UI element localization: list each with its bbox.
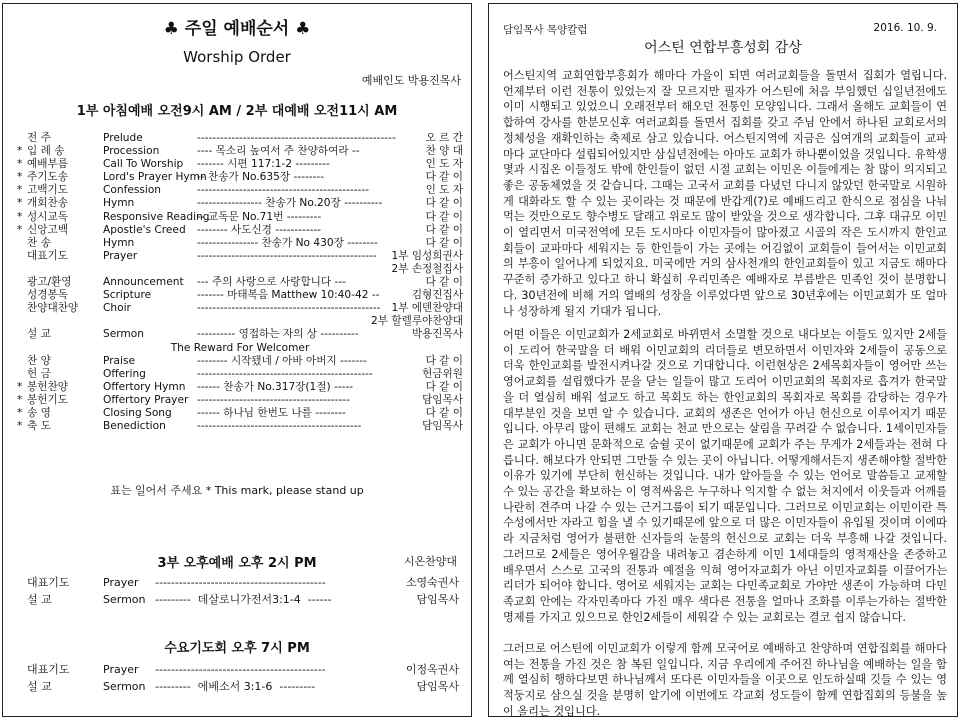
- item-leader: 소영숙권사: [403, 575, 459, 591]
- item-english: Sermon: [103, 328, 144, 341]
- worship-order-row: [17, 250, 463, 263]
- item-detail: -- 교독문 No.71번 ---------: [197, 210, 322, 223]
- item-korean: 설 교: [27, 593, 52, 606]
- item-english: Closing Song: [103, 406, 172, 419]
- item-korean: 고백기도: [27, 184, 68, 197]
- afternoon-choir: 시온찬양대: [403, 555, 457, 568]
- item-detail: ---- 목소리 높여서 주 찬양하여라 --: [197, 145, 360, 158]
- item-korean: 설 교: [27, 328, 51, 341]
- item-detail: ------ 찬송가 No.317장(1절) -----: [197, 380, 354, 393]
- stand-up-note: 표는 일어서 주세요 * This mark, please stand up: [110, 484, 364, 497]
- worship-order-row: [17, 328, 463, 341]
- worship-order-row: [17, 315, 463, 328]
- item-korean: 대표기도: [27, 663, 70, 676]
- item-leader: 담임목사: [419, 394, 463, 407]
- column-paragraph: 어떤 이들은 이민교회가 2세교회로 바뀌면서 소멸할 것으로 내다보는 이들도 있지만 2세들이 도리어 한국말을 더 배워 이민교회의 리더들로 변모하면서 이민자와 2세들이 공동으로 더욱 한인교회를 발전시켜나갈 것으로 기대합니다. 이런현상은 2세목회자들이 영어만 쓰는 영어교회를 설립했다가 문을 닫는 일들이 많고 도리어 이민교회의 목회자로 흡겨가 한국말을 더 열심히 배워 설교도 하고 목회도 하는 한인교회의 목회자로 목회를 감당하는 경우가 대부분인 것을 보면 알 수 있습니다. 교회의 생존은 언어가 아닌 헌신으로 이루어지기 때문입니다. 아무리 많이 편해도 교회는 천교 만으로는 살림을 꾸려갈 수 없습니다. 1세이민자들은 교회가 아니면 문화적으로 숨쉴 곳이 없기때문에 교회가 주는 무게가 2세들과는 전혀 다릅니다. 해보다가 안되면 그만둘 수 있는 곳이 아닙니다. 어떻게해서든지 생존해야할 절박한 이유가 있기에 부단히 헌신하는 것입니다. 내가 알아들을 수 있는 언어로 말씀듣고 교제할 수 있는 공간을 확보하는 이 영적싸움은 누구하나 익지할 수 없는 처지에서 이웃들과 어깨를 나란히 견주며 나갈 수 있는 근거그룹이 되기 때문입니다. 그러므로 이민교회는 이민이란 특수성에서만 자라고 힘을 낼 수 있기때문에 앞으로 더 많은 이민자들이 유입될 것이며 이에따라 지금처럼 영어가 불편한 신자들의 눈물의 헌신으로 교회는 더욱 부흥해 나갈 것입니다. 그러므로 2세들은 영어우월감을 내려놓고 겸손하게 이민 1세대들의 영적재산을 존중하고 배우면서 스스로 고국의 전통과 예절을 익혀 영어자교회가 아닌 이민자교회를 이끌어가는 리더가 되어야 합니다. 영어로 세워지는 교회는 다민족교회로 가야만 생존이 가능하며 다민족교회 안에는 각자민족마다 가진 매우 색다른 전통을 얼마나 조화를 이루는가하는 절박한 명제를 가지고 있으므로 한인2세들이 세워갈 수 있는 교회로는 결코 쉽지 않습니다.: [503, 328, 947, 624]
- standing-mark: *: [17, 380, 23, 393]
- item-english: Offertory Hymn: [103, 380, 186, 393]
- item-korean: 찬양대찬양: [27, 302, 79, 315]
- worship-order-row: [17, 197, 463, 210]
- item-detail: --------- 에베소서 3:1-6 ---------: [155, 680, 316, 693]
- item-korean: 개회찬송: [27, 197, 68, 210]
- item-korean: 전 주: [27, 132, 51, 144]
- worship-order-row: [17, 132, 463, 145]
- item-detail: ------- 시편 117:1-2 ---------: [197, 158, 330, 171]
- item-detail: ------ 하나님 한번도 나를 --------: [197, 406, 346, 419]
- item-korean: 봉헌찬양: [27, 380, 68, 393]
- item-leader: 담임목사: [419, 420, 463, 433]
- item-korean: 신앙고백: [27, 223, 68, 236]
- pm-item-sermon: [27, 592, 459, 608]
- morning-service-heading: 1부 아침예배 오전9시 AM / 2부 대예배 오전11시 AM: [76, 104, 398, 119]
- item-korean: 성경봉독: [27, 289, 68, 302]
- pm-item-prayer: [27, 575, 459, 591]
- item-korean: 설 교: [27, 680, 52, 693]
- column-title: 어스틴 연합부흥성회 감상: [644, 40, 802, 56]
- worship-order-row: [17, 171, 463, 184]
- item-detail: ---------------- 찬송가 No 430장 --------: [197, 236, 378, 249]
- item-korean: 대표기도: [27, 576, 70, 589]
- wed-item-sermon: [27, 679, 459, 695]
- item-korean: 송 영: [27, 406, 51, 419]
- item-leader: 담임목사: [413, 679, 459, 695]
- item-detail: ------------------------------------------------: [197, 302, 381, 315]
- standing-mark: *: [17, 406, 23, 419]
- item-korean: 입 례 송: [27, 145, 65, 158]
- item-english: Hymn: [103, 197, 135, 210]
- worship-order-row: [17, 145, 463, 158]
- item-english: Confession: [103, 184, 162, 197]
- standing-mark: *: [17, 210, 23, 223]
- worship-order-row: [17, 211, 463, 224]
- item-leader: 다 같 이: [423, 171, 463, 184]
- item-english: Prayer: [103, 663, 139, 676]
- item-detail: -------------------------------------------: [155, 576, 326, 589]
- worship-order-row: [17, 224, 463, 237]
- item-detail: ------- 마태복음 Matthew 10:40-42 --: [197, 289, 380, 302]
- item-korean: 헌 금: [27, 367, 51, 380]
- item-leader: 오 르 간: [423, 132, 463, 145]
- item-leader: 헌금위원: [419, 368, 463, 381]
- item-leader: 다 같 이: [423, 276, 463, 289]
- item-leader: 이정옥권사: [403, 662, 459, 678]
- worship-order-row: [17, 381, 463, 394]
- wednesday-service-heading: 수요기도회 오후 7시 PM: [164, 641, 310, 656]
- sermon-english-title: The Reward For Welcomer: [170, 341, 310, 354]
- item-leader: 다 같 이: [423, 197, 463, 210]
- afternoon-service-heading: 3부 오후예배 오후 2시 PM: [157, 556, 317, 571]
- item-leader: 다 같 이: [423, 224, 463, 237]
- worship-order-row: [17, 342, 463, 355]
- item-detail: ----------------------------------------: [197, 393, 350, 406]
- item-english: Offering: [103, 367, 146, 380]
- item-leader: 2부 할렐루야찬양대: [368, 315, 463, 328]
- standing-mark: *: [17, 158, 23, 171]
- item-english: Choir: [103, 302, 131, 315]
- worship-leader: 예배인도 박용진목사: [361, 74, 461, 87]
- worship-order-row: [17, 368, 463, 381]
- order-of-worship-list: [17, 132, 463, 433]
- item-korean: 예배부름: [27, 158, 68, 171]
- item-leader: 김형진집사: [409, 289, 463, 302]
- item-detail: ----------------- 찬송가 No.20장 ----------: [197, 197, 383, 210]
- standing-mark: *: [17, 393, 23, 406]
- standing-mark: *: [17, 184, 23, 197]
- worship-order-row: [17, 302, 463, 315]
- standing-mark: *: [17, 420, 23, 433]
- bulletin-title: ♣ 주일 예배순서 ♣: [163, 19, 311, 39]
- item-leader: 박용진목사: [409, 328, 463, 341]
- item-leader: 다 같 이: [423, 381, 463, 394]
- item-leader: 1부 임성희권사: [388, 250, 463, 263]
- column-header: 담임목사 목양칼럼: [503, 24, 588, 36]
- item-detail: --------- 데살로니가전서3:1-4 ------: [155, 593, 332, 606]
- item-korean: 성시교독: [27, 210, 68, 223]
- worship-order-row: [17, 263, 463, 276]
- item-english: Apostle's Creed: [103, 223, 186, 236]
- item-detail: ----------------------------------------------------: [197, 132, 396, 144]
- item-korean: 봉헌기도: [27, 393, 68, 406]
- worship-order-row: [17, 394, 463, 407]
- item-english: Procession: [103, 145, 160, 158]
- item-korean: 축 도: [27, 420, 51, 433]
- item-leader: 인 도 자: [423, 158, 463, 171]
- worship-order-row: [17, 276, 463, 289]
- item-leader: 2부 손정철집사: [388, 263, 463, 276]
- pastor-column-panel: [488, 3, 958, 717]
- item-english: Prayer: [103, 576, 139, 589]
- item-detail: ---------- 영접하는 자의 상 ----------: [197, 328, 359, 341]
- worship-order-row: [17, 289, 463, 302]
- item-detail: -------- 사도신경 ------------: [197, 223, 322, 236]
- item-detail: -- 찬송가 No.635장 --------: [197, 171, 325, 184]
- item-detail: -------- 시작됐네 / 아바 아버지 -------: [197, 354, 367, 367]
- standing-mark: *: [17, 223, 23, 236]
- item-english: Prayer: [103, 249, 138, 262]
- item-english: Sermon: [103, 680, 146, 693]
- bulletin-subtitle: Worship Order: [183, 48, 291, 66]
- item-leader: 찬 양 대: [423, 145, 463, 158]
- item-korean: 주기도송: [27, 171, 68, 184]
- standing-mark: *: [17, 197, 23, 210]
- item-korean: 광고/환영: [27, 276, 72, 289]
- item-leader: 다 같 이: [423, 407, 463, 420]
- standing-mark: *: [17, 171, 23, 184]
- item-english: Lord's Prayer Hymn: [103, 171, 207, 184]
- item-leader: 인 도 자: [423, 184, 463, 197]
- item-english: Responsive Reading: [103, 210, 210, 223]
- item-leader: 다 같 이: [423, 237, 463, 250]
- worship-order-row: [17, 237, 463, 250]
- item-english: Scripture: [103, 289, 152, 302]
- worship-order-row: [17, 184, 463, 197]
- worship-order-row: [17, 355, 463, 368]
- wed-item-prayer: [27, 662, 459, 678]
- standing-mark: *: [17, 145, 23, 158]
- item-english: Offertory Prayer: [103, 393, 189, 406]
- column-paragraph: 그러므로 어스틴에 이민교회가 이렇게 함께 모국어로 예배하고 찬양하며 연합집회를 해마다 여는 전통을 가진 것은 참 복된 일입니다. 지금 우리에게 주어진 하나님을 예배하는 일을 함께 열심히 행하다보면 하나님께서 또다른 이민자들을 이곳으로 인도하실때 깃들 수 있는 영적둥지로 삼으실 것을 분명히 알기에 이번에도 각교회 성도들이 함께 연합집회의 등불을 높이 올리는 것입니다.: [503, 642, 947, 717]
- worship-order-row: [17, 407, 463, 420]
- item-english: Praise: [103, 354, 136, 367]
- item-detail: -------------------------------------------: [197, 420, 362, 433]
- item-english: Sermon: [103, 593, 146, 606]
- item-detail: ---------------------------------------------: [197, 184, 370, 197]
- item-detail: --- 주의 사랑으로 사랑합니다 ---: [197, 276, 346, 289]
- item-korean: 대표기도: [27, 249, 68, 262]
- item-korean: 찬 송: [27, 236, 51, 249]
- item-english: Benediction: [103, 420, 166, 433]
- item-english: Hymn: [103, 236, 135, 249]
- item-english: Prelude: [103, 132, 143, 144]
- item-leader: 다 같 이: [423, 355, 463, 368]
- item-english: Announcement: [103, 276, 184, 289]
- item-detail: -----------------------------------------------: [197, 249, 377, 262]
- column-date: 2016. 10. 9.: [873, 22, 937, 34]
- item-leader: 담임목사: [413, 592, 459, 608]
- item-english: Call To Worship: [103, 158, 184, 171]
- worship-order-panel: [2, 3, 472, 717]
- column-paragraph: 어스틴지역 교회연합부흥회가 해마다 가을이 되면 여러교회들을 돌면서 집회가 열립니다. 언제부터 이런 전통이 있었는지 잘 모르지만 필자가 어스틴에 처음 부임했던 십일년전에도 이미 시행되고 있었으니 오래전부터 해오던 전통인 모양입니다. 그래서 올해도 교회들이 연합하여 강사를 한분모신후 여러교회를 돌면서 집회를 갖고 주님 안에서 하나된 교회로서의 정체성을 재확인하는 축제로 삼고 있습니다. 어스틴지역에 지금은 십여개의 교회들이 교파마다 교단마다 설립되어있지만 삼십년전에는 아마도 교회가 하나뿐이었을 것입니다. 유학생 몇과 시집온 이들정도 밖에 한인들이 없던 시절 교회는 이민온 이들에게는 참 많이 의지되고 좋은 공동체였을 것 같습니다. 그때는 고국서 교회를 다녔던 다니지 않았던 한국말로 시원하게 대화라도 할 수 있는 곳이라는 것 때문에 반갑게(?)로 예배드리고 한식으로 점심을 나눠먹는 것만으로도 향수병도 달래고 위로도 많이 받았을 것으로 생각합니다. 그후 대규모 이민이 열리면서 미국전역에 모든 도시마다 이민자들이 많아졌고 시골의 작은 도시까지 한인교회들이 교파마다 세워지는 등 한인들이 가는 곳에는 어김없이 교회들이 들어서는 이민교회의 부흥이 일어나게 되었지요. 미국에만 거의 삼사천개의 한인교회들이 있고 지금도 해마다 꾸준히 증가하고 있다고 하니 확실히 우리민족은 예배자로 부름받은 민족인 것이 분명합니다. 30년전에 비해 거의 열배의 성장을 이루었다면 앞으로 30년후에는 이민교회가 또 얼마나 성장하게 될지 기대가 됩니다.: [503, 69, 947, 318]
- item-detail: ----------------------------------------------: [197, 367, 373, 380]
- item-detail: -------------------------------------------: [155, 663, 326, 676]
- item-leader: 다 같 이: [423, 211, 463, 224]
- item-korean: 찬 양: [27, 354, 51, 367]
- item-leader: 1부 에덴찬양대: [388, 302, 463, 315]
- worship-order-row: [17, 158, 463, 171]
- worship-order-row: [17, 420, 463, 433]
